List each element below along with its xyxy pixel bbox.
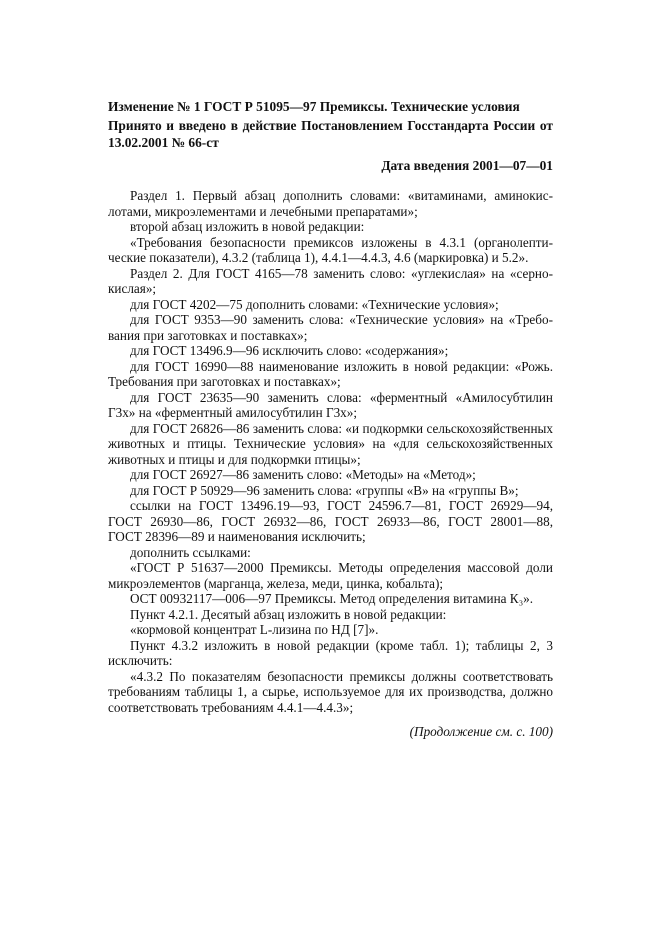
paragraph: Пункт 4.2.1. Десятый абзац изложить в новой редакции:	[130, 606, 447, 622]
effective-date: Дата введения 2001—07—01	[381, 158, 553, 173]
paragraph: дополнить ссылками:	[130, 544, 251, 560]
paragraph: «ГОСТ Р 51637—2000 Премиксы. Методы определения массовой доли микроэлементов (марганца, железа, меди, цинка, кобальта);	[108, 560, 553, 591]
continuation-note: (Продолжение см. с. 100)	[409, 724, 553, 739]
paragraph: для ГОСТ 23635—90 заменить слова: «ферментный «Амилосубтилин Г3х» на «ферментный амилосубтилин Г3х»;	[108, 389, 553, 420]
paragraph: «4.3.2 По показателям безопасности премиксы должны соответствовать требованиям таблицы 1, а сырье, используемое для их производства, должно соответствовать требованиям 4.4.1—4.4.3»;	[108, 668, 553, 715]
paragraph: второй абзац изложить в новой редакции:	[130, 219, 365, 234]
paragraph: ОСТ 00932117—006—97 Премиксы. Метод определения витамина К₃».	[130, 591, 534, 606]
paragraph: Раздел 2. Для ГОСТ 4165—78 заменить слово: «углекислая» на «сернокислая»;	[108, 265, 553, 296]
paragraph: для ГОСТ Р 50929—96 заменить слова: «группы «В» на «группы В»;	[130, 482, 519, 498]
document-page	[108, 98, 553, 753]
paragraph: для ГОСТ 26927—86 заменить слово: «Методы» на «Метод»;	[130, 467, 476, 482]
paragraph: для ГОСТ 9353—90 заменить слова: «Технические условия» на «Требования при заготовках и поставках»;	[108, 312, 553, 343]
paragraph: Пункт 4.3.2 изложить в новой редакции (кроме табл. 1); таблицы 2, 3 исключить:	[108, 637, 553, 668]
paragraph: ссылки на ГОСТ 13496.19—93, ГОСТ 24596.7—81, ГОСТ 26929—94, ГОСТ 26930—86, ГОСТ 26932—86, ГОСТ 26933—86, ГОСТ 28001—88, ГОСТ 28396—89 и наименования исключить;	[108, 498, 553, 544]
paragraph: Раздел 1. Первый абзац дополнить словами: «витаминами, аминокислотами, микроэлементами и лечебными препаратами»;	[108, 188, 553, 219]
paragraph: для ГОСТ 26826—86 заменить слова: «и подкормки сельскохозяйственных животных и птицы. Технические условия» на «для сельскохозяйственных животных и птицы и для подкормки птицы»;	[108, 420, 553, 467]
paragraph: для ГОСТ 4202—75 дополнить словами: «Технические условия»;	[130, 296, 499, 312]
enactment-statement: Принято и введено в действие Постановлением Госстандарта России от 13.02.2001 № 66-ст	[108, 118, 553, 150]
paragraph: для ГОСТ 16990—88 наименование изложить в новой редакции: «Рожь. Требования при заготовках и поставках»;	[108, 358, 553, 389]
paragraph: «Требования безопасности премиксов изложены в 4.3.1 (органолептические показатели), 4.3.2 (таблица 1), 4.4.1—4.4.3, 4.6 (маркировка) и 5.2».	[108, 234, 553, 265]
paragraph: «кормовой концентрат L-лизина по НД [7]».	[130, 622, 379, 637]
paragraph: для ГОСТ 13496.9—96 исключить слово: «содержания»;	[130, 343, 449, 358]
document-body	[108, 188, 553, 715]
document-title: Изменение № 1 ГОСТ Р 51095—97 Премиксы. Технические условия	[108, 99, 520, 114]
